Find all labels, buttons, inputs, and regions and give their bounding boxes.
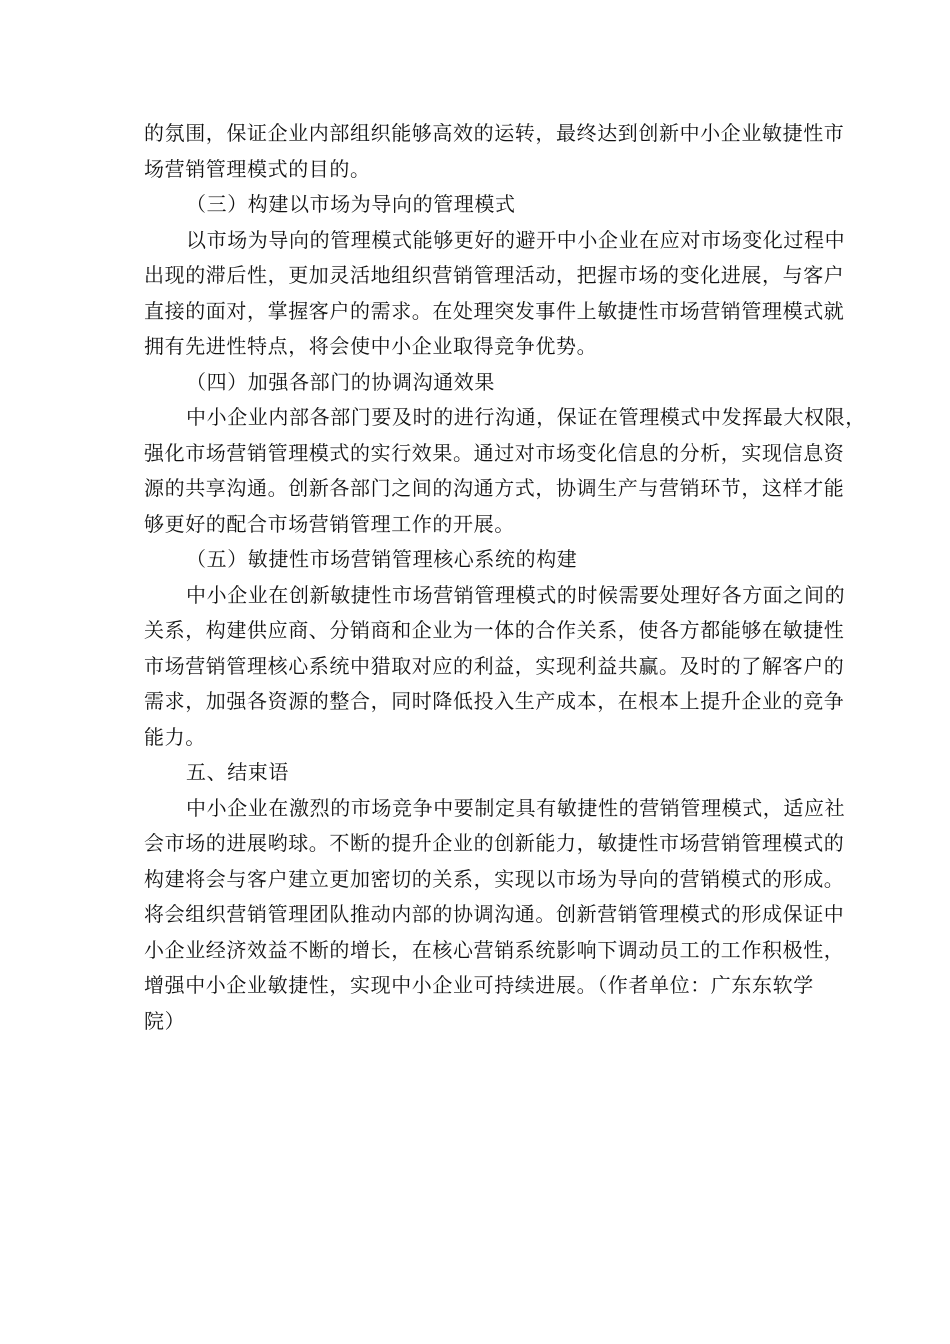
- text-line: 市场营销管理核心系统中猎取对应的利益，实现利益共赢。及时的了解客户的: [144, 653, 845, 678]
- text-line: 中小企业在激烈的市场竞争中要制定具有敏捷性的营销管理模式，适应社: [186, 795, 846, 820]
- text-line: 能力。: [144, 724, 206, 749]
- text-line: 的氛围，保证企业内部组织能够高效的运转，最终达到创新中小企业敏捷性市: [144, 121, 845, 145]
- document-body: [144, 116, 866, 1039]
- text-line: 将会组织营销管理团队推动内部的协调沟通。创新营销管理模式的形成保证中: [144, 902, 845, 926]
- text-line: 构建将会与客户建立更加密切的关系，实现以市场为导向的营销模式的形成。: [144, 866, 845, 891]
- text-line: 会市场的进展哟球。不断的提升企业的创新能力，敏捷性市场营销管理模式的: [144, 831, 845, 855]
- text-line: 五、结束语: [186, 760, 289, 784]
- text-lines: [144, 116, 866, 1039]
- text-line: 院）: [144, 1008, 186, 1033]
- text-line: 中小企业在创新敏捷性市场营销管理模式的时候需要处理好各方面之间的: [186, 582, 846, 607]
- text-line: 够更好的配合市场营销管理工作的开展。: [144, 511, 515, 536]
- text-line: 关系，构建供应商、分销商和企业为一体的合作关系，使各方都能够在敏捷性: [144, 618, 845, 642]
- text-line: 中小企业内部各部门要及时的进行沟通，保证在管理模式中发挥最大权限，: [186, 405, 866, 429]
- text-line: 以市场为导向的管理模式能够更好的避开中小企业在应对市场变化过程中: [186, 227, 846, 252]
- text-line: 拥有先进性特点，将会使中小企业取得竞争优势。: [144, 334, 598, 358]
- text-line: 强化市场营销管理模式的实行效果。通过对市场变化信息的分析，实现信息资: [144, 440, 845, 465]
- text-line: 需求，加强各资源的整合，同时降低投入生产成本，在根本上提升企业的竞争: [144, 689, 845, 713]
- text-line: 源的共享沟通。创新各部门之间的沟通方式，协调生产与营销环节，这样才能: [144, 476, 845, 500]
- text-line: （四）加强各部门的协调沟通效果: [186, 369, 495, 394]
- text-line: 场营销管理模式的目的。: [144, 156, 371, 181]
- text-line: （五）敏捷性市场营销管理核心系统的构建: [186, 547, 578, 571]
- text-line: 直接的面对，掌握客户的需求。在处理突发事件上敏捷性市场营销管理模式就: [144, 298, 845, 323]
- text-line: 出现的滞后性，更加灵活地组织营销管理活动，把握市场的变化进展，与客户: [144, 263, 845, 287]
- text-line: （三）构建以市场为导向的管理模式: [186, 192, 516, 216]
- text-line: 小企业经济效益不断的增长，在核心营销系统影响下调动员工的工作积极性，: [144, 937, 845, 962]
- text-line: 增强中小企业敏捷性，实现中小企业可持续进展。（作者单位：广东东软学: [144, 973, 814, 997]
